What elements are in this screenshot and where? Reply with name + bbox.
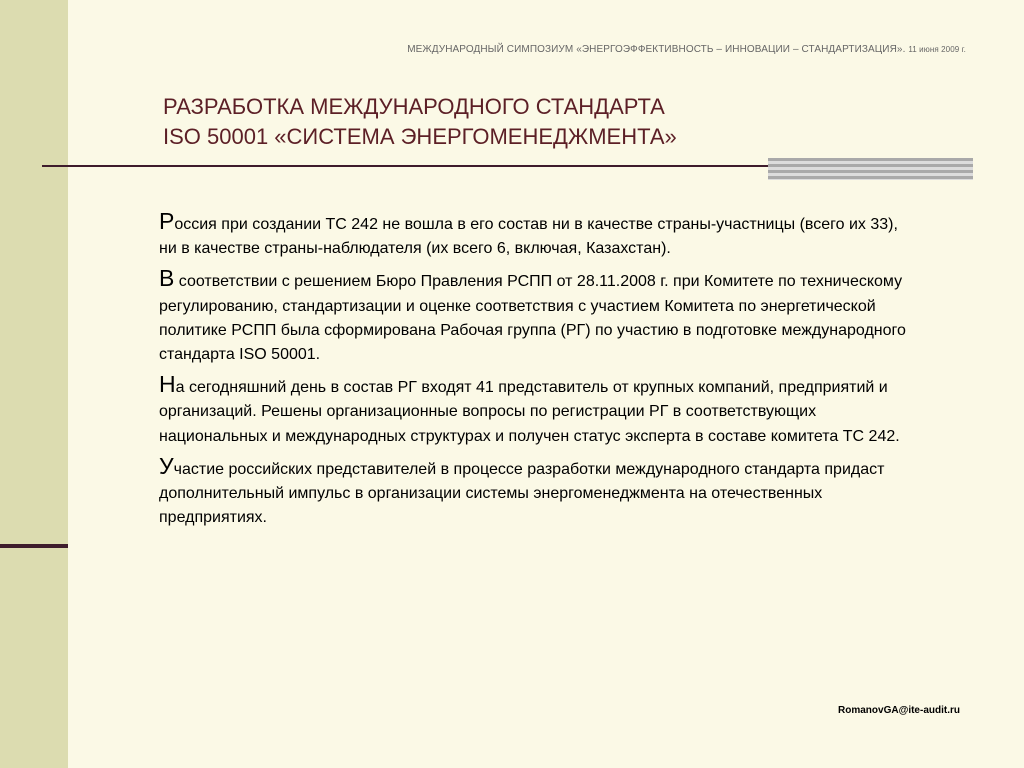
paragraph-2-initial: В (159, 265, 175, 292)
paragraph-3-text: а сегодняшний день в состав РГ входят 41 представитель от крупных компаний, предприятий и организаций. Решены организационные вопросы по регистрации РГ в соответствующих национальных и международных структурах и получен статус эксперта в составе комитета ТС 242. (159, 379, 900, 445)
left-band-accent-line (0, 544, 68, 548)
slide-title-line-2: ISO 50001 «СИСТЕМА ЭНЕРГОМЕНЕДЖМЕНТА» (163, 124, 677, 149)
slide-title-line-1: РАЗРАБОТКА МЕЖДУНАРОДНОГО СТАНДАРТА (163, 94, 665, 119)
paragraph-2-text: соответствии с решением Бюро Правления РСПП от 28.11.2008 г. при Комитете по техническому регулированию, стандартизации и оценке соответствия с участием Комитета по энергетической политике РСПП была сформирована Рабочая группа (РГ) по участию в подготовке международного стандарта ISO 50001. (159, 273, 906, 364)
paragraph-1-text: оссия при создании ТС 242 не вошла в его состав ни в качестве страны-участницы (всего их 33), ни в качестве страны-наблюдателя (их всего 6, включая, Казахстан). (159, 216, 898, 258)
paragraph-1 (159, 209, 919, 261)
symposium-name: МЕЖДУНАРОДНЫЙ СИМПОЗИУМ «ЭНЕРГОЭФФЕКТИВНОСТЬ – ИННОВАЦИИ – СТАНДАРТИЗАЦИЯ». (407, 44, 906, 55)
paragraph-3 (159, 372, 919, 449)
left-decorative-band (0, 0, 68, 768)
paragraph-2 (159, 266, 919, 367)
paragraph-4 (159, 454, 919, 531)
paragraph-1-initial: Р (159, 208, 175, 234)
symposium-date: 11 июня 2009 г. (908, 45, 966, 54)
slide-title (163, 92, 863, 152)
paragraph-4-initial: У (159, 452, 174, 479)
paragraph-3-initial: Н (159, 371, 176, 398)
header-caption (407, 44, 966, 55)
slide-body (159, 209, 919, 535)
footer-email: RomanovGA@ite-audit.ru (838, 705, 960, 716)
paragraph-4-text: частие российских представителей в процессе разработки международного стандарта придаст дополнительный импульс в организации системы энергоменеджмента на отечественных предприятиях. (159, 460, 885, 527)
divider-stripes (768, 158, 973, 180)
title-divider (42, 165, 768, 167)
